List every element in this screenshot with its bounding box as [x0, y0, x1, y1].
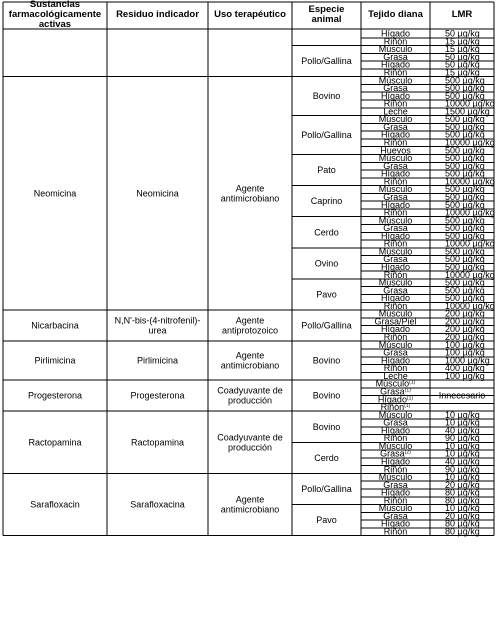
lmr-cell: 200 µg/kg	[445, 316, 485, 327]
lmr-cell: 80 µg/kg	[445, 487, 480, 498]
tissue-cell: Grasa$^{(2)}$	[380, 448, 411, 459]
footnote-mark: (1)	[404, 403, 411, 410]
tissue-cell: Riñón	[383, 433, 408, 444]
species-cell: Pato	[317, 165, 336, 176]
tissue-cell: Músculo	[378, 503, 413, 514]
header-substance: activas	[38, 19, 72, 30]
tissue-cell: Músculo	[378, 440, 413, 451]
lmr-cell: 500 µg/kg	[445, 254, 485, 265]
tissue-cell: Hígado	[380, 487, 411, 498]
lmr-cell: 500 µg/kg	[445, 262, 485, 272]
header-substance: Sustancias	[29, 0, 81, 10]
lmr-cell: 1000 µg/kg	[445, 355, 490, 366]
use-cell: Coadyuvante de	[217, 432, 283, 443]
indicator-cell: Sarafloxacina	[130, 499, 185, 510]
lmr-cell: 10000 µg/kg	[445, 300, 495, 311]
lmr-cell: 500 µg/kg	[445, 230, 485, 241]
tissue-cell: Hígado	[380, 355, 411, 366]
lmr-cell: 500 µg/kg	[445, 246, 485, 257]
tissue-cell: Músculo	[378, 215, 413, 226]
tissue-cell: Grasa	[383, 479, 408, 490]
lmr-cell: 80 µg/kg	[445, 518, 480, 529]
header-substance: farmacológicamente	[8, 9, 102, 20]
tissue-cell: Riñón	[383, 176, 408, 187]
tissue-cell: Grasa	[383, 285, 408, 296]
tissue-cell: Riñón	[383, 238, 408, 249]
species-cell: Cerdo	[314, 227, 339, 238]
lmr-cell: 15 µg/kg	[445, 36, 480, 47]
lmr-cell: 500 µg/kg	[445, 145, 485, 156]
tissue-cell: Riñón	[383, 67, 408, 78]
use-cell: Agente	[235, 494, 265, 505]
header-tissue: Tejido diana	[368, 9, 423, 20]
header-species: animal	[311, 14, 342, 25]
substance-cell: Pirlimicina	[34, 355, 76, 366]
indicator-cell: Ractopamina	[130, 437, 185, 448]
substance-cell: Progesterona	[27, 390, 83, 401]
tissue-cell: Leche	[383, 370, 408, 381]
footnote-mark: (1)	[404, 387, 411, 394]
use-cell: antimicrobiano	[220, 193, 280, 204]
tissue-cell: Hígado	[380, 28, 411, 39]
header-lmr: LMR	[451, 9, 473, 20]
footnote-mark: (1)	[406, 395, 414, 402]
tissue-cell: Riñón	[383, 207, 408, 218]
lmr-cell: 80 µg/kg	[445, 495, 480, 506]
tissue-cell: Hígado	[380, 262, 411, 272]
lmr-cell: 400 µg/kg	[445, 363, 485, 374]
lmr-cell: 500 µg/kg	[445, 199, 485, 210]
tissue-cell: Riñón	[383, 332, 408, 343]
tissue-cell: Huevos	[380, 145, 411, 156]
tissue-cell: Riñón	[383, 464, 408, 475]
lmr-cell: 500 µg/kg	[445, 215, 485, 226]
lmr-cell: 200 µg/kg	[445, 324, 485, 335]
tissue-cell: Hígado	[380, 168, 411, 179]
lmr-cell: 1500 µg/kg	[445, 106, 490, 117]
tissue-cell: Grasa	[383, 51, 408, 62]
lmr-cell: 100 µg/kg	[445, 347, 485, 358]
tissue-cell: Músculo	[378, 409, 413, 420]
lmr-cell: 500 µg/kg	[445, 191, 485, 202]
lmr-cell: 10000 µg/kg	[445, 207, 495, 218]
use-cell: Agente	[235, 350, 265, 361]
lmr-cell: 50 µg/kg	[445, 51, 480, 62]
header-indicator: Residuo indicador	[116, 9, 199, 20]
footnote-mark: (2)	[404, 449, 411, 456]
footnote-mark: (1)	[409, 379, 416, 386]
tissue-cell: Riñón	[383, 137, 408, 148]
substance-cell: Sarafloxacin	[30, 499, 80, 510]
species-cell: Pavo	[316, 515, 337, 526]
tissue-cell: Grasa	[383, 254, 408, 265]
species-cell: Pavo	[316, 289, 337, 300]
species-cell: Bovino	[312, 390, 341, 401]
tissue-cell: Riñón	[383, 269, 408, 280]
tissue-cell: Músculo	[378, 472, 413, 483]
tissue-cell: Riñón	[383, 363, 408, 374]
tissue-cell: Riñón$^{(1)}$	[380, 402, 411, 413]
tissue-cell: Músculo	[378, 153, 413, 164]
tissue-cell: Grasa	[383, 83, 408, 94]
tissue-cell: Músculo	[378, 114, 413, 125]
species-cell: Ovino	[314, 258, 339, 269]
use-cell: Agente	[235, 315, 265, 326]
tissue-cell: Riñón	[383, 495, 408, 506]
species-cell: Cerdo	[314, 452, 339, 463]
lmr-cell: 500 µg/kg	[445, 293, 485, 304]
lmr-cell: 100 µg/kg	[445, 339, 485, 350]
tissue-cell: Grasa	[383, 417, 408, 428]
indicator-cell: N,N'-bis-(4-nitrofenil)-	[114, 315, 201, 326]
use-cell: antiprotozoico	[221, 325, 279, 336]
tissue-cell: Grasa	[383, 160, 408, 171]
tissue-cell: Hígado	[380, 90, 411, 101]
tissue-cell: Riñón	[383, 36, 408, 47]
lmr-cell: 15 µg/kg	[445, 67, 480, 78]
indicator-cell: Progesterona	[130, 390, 185, 401]
lmr-cell: 200 µg/kg	[445, 308, 485, 319]
lmr-cell: 500 µg/kg	[445, 160, 485, 171]
tissue-cell: Músculo$^{(1)}$	[375, 378, 416, 389]
lmr-cell: 40 µg/kg	[445, 456, 480, 467]
tissue-cell: Músculo	[378, 75, 413, 86]
tissue-cell: Músculo	[378, 44, 413, 55]
lmr-cell: 500 µg/kg	[445, 75, 485, 86]
tissue-cell: Músculo	[378, 308, 413, 319]
lmr-cell: 90 µg/kg	[445, 464, 480, 475]
lmr-cell: 500 µg/kg	[445, 184, 485, 195]
use-cell: antimicrobiano	[220, 504, 280, 515]
lmr-cell: 500 µg/kg	[445, 121, 485, 132]
substance-cell: Nicarbacina	[31, 320, 79, 331]
tissue-cell: Hígado	[380, 518, 411, 529]
use-cell: Coadyuvante de	[217, 385, 283, 396]
lmr-merged-cell: Innecesario	[438, 390, 486, 401]
use-cell: Agente	[235, 183, 265, 194]
lmr-cell: 10000 µg/kg	[445, 137, 495, 148]
lmr-cell: 10 µg/kg	[445, 472, 480, 483]
species-cell: Pollo/Gallina	[301, 56, 352, 67]
lmr-cell: 500 µg/kg	[445, 277, 485, 288]
species-cell: Pollo/Gallina	[301, 130, 352, 141]
lmr-cell: 50 µg/kg	[445, 28, 480, 39]
lmr-cell: 10 µg/kg	[445, 440, 480, 451]
lmr-cell: 500 µg/kg	[445, 114, 485, 125]
tissue-cell: Músculo	[378, 246, 413, 257]
tissue-cell: Riñón	[383, 300, 408, 311]
lmr-cell: 500 µg/kg	[445, 285, 485, 296]
tissue-cell: Hígado$^{(1)}$	[377, 394, 414, 405]
tissue-cell: Leche	[383, 106, 408, 117]
lmr-cell: 500 µg/kg	[445, 223, 485, 234]
lmr-cell: 200 µg/kg	[445, 332, 485, 343]
tissue-cell: Hígado	[380, 59, 411, 70]
tissue-cell: Hígado	[380, 129, 411, 140]
tissue-cell: Hígado	[380, 425, 411, 436]
lmr-cell: 500 µg/kg	[445, 83, 485, 94]
tissue-cell: Hígado	[380, 199, 411, 210]
tissue-cell: Grasa	[383, 121, 408, 132]
tissue-cell: Grasa	[383, 347, 408, 358]
lmr-cell: 10000 µg/kg	[445, 238, 495, 249]
species-cell: Caprino	[310, 196, 343, 207]
lmr-cell: 20 µg/kg	[445, 510, 480, 521]
tissue-cell: Riñón	[383, 98, 408, 109]
lmr-cell: 10 µg/kg	[445, 409, 480, 420]
lmr-cell: 10 µg/kg	[445, 503, 480, 514]
species-cell: Pollo/Gallina	[301, 484, 352, 495]
tissue-cell: Hígado	[380, 324, 411, 335]
tissue-cell: Grasa	[383, 223, 408, 234]
use-cell: producción	[227, 395, 273, 406]
tissue-cell: Hígado	[380, 230, 411, 241]
lmr-cell: 90 µg/kg	[445, 433, 480, 444]
tissue-cell: Grasa/Piel	[374, 316, 417, 327]
lmr-cell: 10000 µg/kg	[445, 176, 495, 187]
use-cell: producción	[227, 442, 273, 453]
tissue-cell: Músculo	[378, 339, 413, 350]
lmr-cell: 50 µg/kg	[445, 59, 480, 70]
lmr-cell: 500 µg/kg	[445, 168, 485, 179]
indicator-cell: Pirlimicina	[136, 355, 179, 366]
lmr-cell: 500 µg/kg	[445, 90, 485, 101]
indicator-cell: Neomicina	[136, 188, 179, 199]
tissue-cell: Músculo	[378, 277, 413, 288]
lmr-cell: 10 µg/kg	[445, 417, 480, 428]
lmr-cell: 15 µg/kg	[445, 44, 480, 55]
lmr-cell: 80 µg/kg	[445, 526, 480, 537]
species-cell: Pollo/Gallina	[301, 320, 352, 331]
lmr-cell: 20 µg/kg	[445, 479, 480, 490]
header-species: Especie	[308, 4, 345, 15]
indicator-cell: urea	[148, 325, 167, 336]
tissue-cell: Riñón	[383, 526, 408, 537]
species-cell: Bovino	[312, 91, 341, 102]
species-cell: Bovino	[312, 355, 341, 366]
use-cell: antimicrobiano	[220, 360, 280, 371]
lmr-cell: 40 µg/kg	[445, 425, 480, 436]
tissue-cell: Hígado	[380, 293, 411, 304]
lmr-cell: 10000 µg/kg	[445, 269, 495, 280]
lmr-cell: 10000 µg/kg	[445, 98, 495, 109]
lmr-cell: 10 µg/kg	[445, 448, 480, 459]
tissue-cell: Grasa$^{(1)}$	[380, 386, 411, 397]
substance-cell: Ractopamina	[28, 437, 82, 448]
tissue-cell: Grasa	[383, 510, 408, 521]
tissue-cell: Músculo	[378, 184, 413, 195]
lmr-cell: 500 µg/kg	[445, 153, 485, 164]
lmr-cell: 500 µg/kg	[445, 129, 485, 140]
header-use: Uso terapéutico	[214, 9, 286, 20]
substance-cell: Neomicina	[33, 188, 77, 199]
tissue-cell: Grasa	[383, 191, 408, 202]
species-cell: Bovino	[312, 421, 341, 432]
tissue-cell: Hígado	[380, 456, 411, 467]
lmr-cell: 100 µg/kg	[445, 370, 485, 381]
